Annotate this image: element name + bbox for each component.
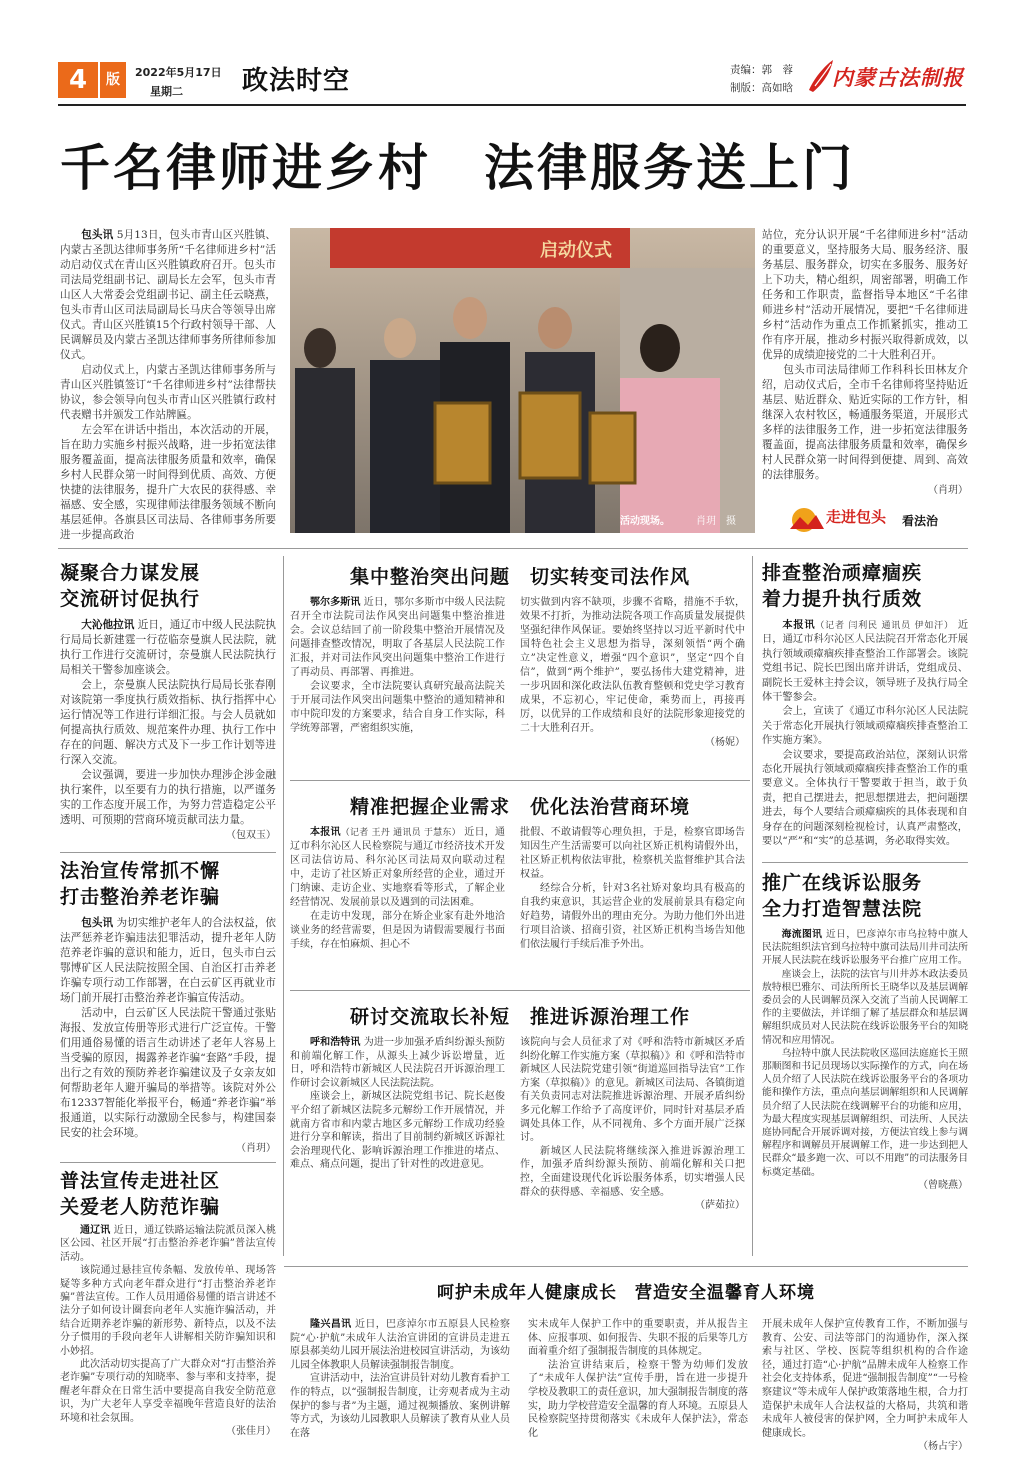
divider xyxy=(762,862,968,863)
a9-byline: 隆兴昌讯 xyxy=(310,1319,352,1330)
a4-col-2 xyxy=(520,596,745,750)
a6-paragraph-3: 该院向与会人员征求了对《呼和浩特市新城区矛盾纠纷化解工作实施方案（草拟稿）》和《呼和浩特市新城区人民法院党建引领“街道巡回指导法官”工作方案（草拟稿）》的意见。新城区司法局、各镇街道有关负责同志对法院推进诉源治理、开展矛盾纠纷多元化解工作给予了高度评价，同时针对基层矛盾调处具体工作，从不同视角、多个方面开展广泛探讨。 xyxy=(520,1037,745,1144)
a9-paragraph-5: 开展未成年人保护宣传教育工作，不断加强与教育、公安、司法等部门的沟通协作，深入探索与社区、学校、医院等组织机构的合作途径，通过打造“心·护航”品牌未成年人检察工作社会化支持体系，促进“强制报告制度”“一号检察建议”等未成年人保护政策落地生根，合力打造保护未成年人合法权益的大格局，共筑和谐未成年人被侵害的保护网，全力呵护未成年人健康成长。 xyxy=(762,1319,968,1439)
a8-title-2: 全力打造智慧法院 xyxy=(762,898,923,920)
walk-logo-subtext: 看法治 xyxy=(902,514,939,528)
a5-paragraph-4: 经综合分析，针对3名社矫对象均具有极高的自我约束意识，其运营企业的发展前景具有稳定向好趋势，请假外出的理由充分。为助力他们外出进行项目洽谈、招商引资，社区矫正机构当场告知他们依法履行手续后准予外出。 xyxy=(520,883,745,950)
a1-paragraph-1: 近日，通辽市中级人民法院执行局局长新建霆一行莅临奈曼旗人民法院，就执行工作进行交流研讨，奈曼旗人民法院执行局相关干警参加座谈会。 xyxy=(60,619,277,676)
lead-paragraph-1: 5月13日，包头市青山区兴胜镇、内蒙古圣凯达律师事务所“千名律师进乡村”活动启动仪式在青山区兴胜镇政府召开。包头市司法局党组副书记、副局长左会军，包头市青山区人大常委会党组副书记、副主任云晓燕，包头市青山区司法局副局长马庆合等领导出席仪式。青山区兴胜镇15个行政村领导干部、人民调解员及内蒙古圣凯达律师事务所律师参加仪式。 xyxy=(60,229,276,361)
a3-title-2: 关爱老人防范诈骗 xyxy=(60,1196,221,1218)
a5-col-1 xyxy=(290,826,505,952)
a1-author: （包双玉） xyxy=(226,830,276,841)
a9-col-1 xyxy=(290,1318,510,1440)
lead-author: （肖玥） xyxy=(928,485,968,496)
a2-title-2: 打击整治养老诈骗 xyxy=(60,886,221,908)
photo-credit: 肖玥 摄 xyxy=(696,516,736,527)
a5-byline-sub: （记者 王丹 通讯员 于慧东） xyxy=(340,828,461,838)
column-divider xyxy=(283,556,284,1256)
event-photo xyxy=(290,228,755,533)
a8-title-1: 推广在线诉讼服务 xyxy=(762,872,923,894)
event-photo-drawing xyxy=(290,228,755,533)
a9-col-3 xyxy=(762,1318,968,1454)
a5-byline: 本报讯 xyxy=(310,827,341,838)
a7-title-1: 排查整治顽瘴痼疾 xyxy=(762,562,923,584)
header-rule xyxy=(58,104,966,106)
a9-paragraph-1: 近日，巴彦淖尔市五原县人民检察院“心·护航”未成年人法治宣讲团的宣讲员走进五原县郝美幼儿园开展法治进校园宣讲活动，为该幼儿园全体教职人员解读强制报告制度。 xyxy=(290,1319,511,1371)
a1-paragraph-2: 会上，奈曼旗人民法院执行局局长张春刚对该院第一季度执行质效指标、执行指挥中心运行情况等工作进行详细汇报。与会人员就如何提高执行质效、规范案件办理、执行工作中存在的问题、解决方式及下一步工作计划等进行深入交流。 xyxy=(60,679,276,766)
lead-paragraph-5: 包头市司法局律师工作科科长田林友介绍，启动仪式后，全市千名律师将坚持贴近基层、贴近群众、贴近实际的工作方针，相继深入农村牧区，畅通服务渠道，开展形式多样的法律服务工作，进一步拓宽法律服务覆盖面，提高法律服务质量和效率，确保乡村人民群众第一时间得到便捷、周到、高效的法律服务。 xyxy=(762,364,968,481)
lead-byline: 包头讯 xyxy=(81,229,114,241)
a3-paragraph-2: 该院通过悬挂宣传条幅、发放传单、现场答疑等多种方式向老年群众进行“打击整治养老诈骗”普法宣传。工作人员用通俗易懂的语言讲述不法分子如何设计圈套向老年人实施诈骗活动，并结合近期养老诈骗的新形势、新特点，以及不法分子惯用的手段向老年人讲解相关防诈骗知识和小妙招。 xyxy=(60,1265,276,1357)
article-a8 xyxy=(762,870,968,1192)
a8-paragraph-2: 座谈会上，法院的法官与川井苏木政法委员敖特根巴雅尔、司法所所长王晓华以及基层调解委员会的人民调解员深入交流了当前人民调解工作的主要做法，并详细了解了基层群众和基层调解组织成员对人民法院在线诉讼服务平台的知晓情况和应用情况。 xyxy=(762,968,968,1046)
a6-title: 研讨交流取长补短 推进诉源治理工作 xyxy=(349,1006,690,1028)
divider xyxy=(60,1162,276,1163)
layout-credit: 制版：高如晗 xyxy=(730,82,793,94)
a8-author: （曾晓燕） xyxy=(918,1179,968,1191)
a7-byline: 本报讯 xyxy=(782,619,816,631)
a9-paragraph-2: 宣讲活动中，法治宣讲员针对幼儿教育看护工作的特点，以“强制报告制度，让旁观者成为主动保护的参与者”为主题，通过视频播放、案例讲解等方式，为该幼儿园教职人员解读了教育从业人员在落 xyxy=(290,1373,510,1439)
a1-paragraph-3: 会议强调，要进一步加快办理涉企涉金融执行案件，以至要有力的执行措施，以严谨务实的工作态度开展工作，为努力营造稳定公平透明、可预期的营商环境贡献司法力量。 xyxy=(60,769,276,826)
lead-paragraph-4: 站位，充分认识开展“千名律师进乡村”活动的重要意义，坚持服务大局、服务经济、服务基层、服务群众，切实在多服务、服务好上下功夫，精心组织，周密部署，明确工作任务和工作职责，监督指导本地区“千名律师进乡村”活动开展情况，要把“千名律师进乡村”活动作为重点工作抓紧抓实，推动工作有序开展，推动乡村振兴取得新成效，以优异的成绩迎接党的二十大胜利召开。 xyxy=(762,229,968,361)
lead-article-col1 xyxy=(60,228,276,543)
a4-byline: 鄂尔多斯讯 xyxy=(310,597,361,608)
photo-banner-text: 启动仪式 xyxy=(540,240,612,261)
a2-title-1: 法治宣传常抓不懈 xyxy=(60,860,221,882)
page-number: 4 xyxy=(58,62,98,98)
newspaper-name: 内蒙古法制报 xyxy=(832,65,964,90)
a7-title-2: 着力提升执行质效 xyxy=(762,588,923,610)
a1-byline: 大沁他拉讯 xyxy=(81,619,135,631)
issue-date: 2022年5月17日 xyxy=(135,66,222,79)
main-headline: 千名律师进乡村 法律服务送上门 xyxy=(60,138,855,197)
page-ban-label: 版 xyxy=(100,62,126,98)
a1-title-1: 凝聚合力谋发展 xyxy=(60,562,201,584)
a9-col-2 xyxy=(528,1318,748,1440)
divider xyxy=(60,852,276,853)
a3-title-1: 普法宣传走进社区 xyxy=(60,1170,221,1192)
article-a1 xyxy=(60,560,276,843)
a7-byline-sub: （记者 闫利民 通讯员 伊如汗） xyxy=(815,621,954,631)
a6-paragraph-1: 为进一步加强矛盾纠纷源头预防和前端化解工作，从源头上减少诉讼增量，近日，呼和浩特市新城区人民法院召开诉源治理工作研讨会议新城区人民法院法院。 xyxy=(290,1037,506,1089)
lead-article-col3 xyxy=(762,228,968,498)
divider xyxy=(290,780,750,781)
article-a3 xyxy=(60,1168,276,1439)
divider xyxy=(284,1266,968,1267)
column-divider xyxy=(752,556,753,1256)
a6-paragraph-4: 新城区人民法院将继续深入推进诉源治理工作，加强矛盾纠纷源头预防、前端化解和关口把控，全面建设现代化诉讼服务体系，切实增强人民群众的获得感、幸福感、安全感。 xyxy=(520,1145,745,1198)
a5-paragraph-1: 近日，通辽市科尔沁区人民检察院与通辽市经济技术开发区司法信访局、科尔沁区司法局双向联动过程中，走访了社区矫正对象所经营的企业，通过开门纳谏、走访企业、实地察看等形式，了解企业经营情况、发展前景以及遇到的司法困难。 xyxy=(290,827,506,908)
a8-paragraph-3: 乌拉特中旗人民法院收区巡回法庭庭长王照那顺图和书记员现场以实际操作的方式，向在场人员介绍了人民法院在线诉讼服务平台的各项功能和操作方法，重点向基层调解组织和人民调解员介绍了人民法院在线调解平台的功能和应用，为最大程度实现基层调解组织、司法所、人民法庭协同配合开展诉调对接，方便法官线上参与调解程序和调解员开展调解工作，进一步达到把人民群众“最多跑一次、可以不用跑”的司法服务目标奠定基础。 xyxy=(762,1047,968,1178)
a5-title: 精准把握企业需求 优化法治营商环境 xyxy=(349,796,690,818)
a4-paragraph-1: 近日，鄂尔多斯市中级人民法院召开全市法院司法作风突出问题集中整治推进会。会议总结回了前一阶段集中整治开展情况及问题排查整改情况，明取了各基层人民法院工作汇报，并对司法作风突出问题集中整治工作进行了再动员、再部署、再推进。 xyxy=(290,597,506,678)
a4-col-1 xyxy=(290,596,505,736)
a1-title-2: 交流研讨促执行 xyxy=(60,588,201,610)
a3-author: （张佳月） xyxy=(226,1426,276,1438)
photo-caption: 活动现场。 xyxy=(620,516,670,527)
a8-byline: 海流图讯 xyxy=(781,929,823,940)
a9-title: 呵护未成年人健康成长 营造安全温馨育人环境 xyxy=(437,1283,815,1303)
a4-author: （杨妮） xyxy=(705,737,745,748)
a6-byline: 呼和浩特讯 xyxy=(310,1037,361,1048)
a5-paragraph-3: 批假、不敢请假等心理负担，于是，检察官即场告知因生产生活需要可以向社区矫正机构请假外出，社区矫正机构依法审批，检察机关监督维护其合法权益。 xyxy=(520,827,745,880)
section-rule xyxy=(58,548,968,549)
a5-col-2 xyxy=(520,826,745,952)
a6-col-2 xyxy=(520,1036,745,1213)
a4-title: 集中整治突出问题 切实转变司法作风 xyxy=(349,566,690,588)
a9-author: （杨占宇） xyxy=(918,1441,968,1453)
a3-paragraph-1: 近日，通辽铁路运输法院派员深入桃区公园、社区开展“打击整治养老诈骗”普法宣传活动。 xyxy=(60,1225,277,1263)
a2-paragraph-1: 为切实维护老年人的合法权益，依法严惩养老诈骗违法犯罪活动，提升老年人防范养老诈骗的意识和能力，近日，包头市白云鄂博矿区人民法院按照全国、自治区打击养老诈骗专项行动工作部署，在白云矿区再就业市场门前开展打击整治养老诈骗宣传活动。 xyxy=(60,917,277,1004)
a6-author: （萨茹拉） xyxy=(695,1200,745,1212)
a7-paragraph-1: 近日，通辽市科尔沁区人民法院召开常态化开展执行领域顽瘴痼疾排查整治工作部署会。该院党组书记、院长巴图出席并讲话，党组成员、副院长王爱林主持会议，领导班子及执行局全体干警参会。 xyxy=(762,620,968,704)
lead-paragraph-2: 启动仪式上，内蒙古圣凯达律师事务所与青山区兴胜镇签订“千名律师进乡村”法律帮扶协议，参会领导向包头市青山区兴胜镇行政村代表赠书并颁发工作站牌匾。 xyxy=(60,364,276,421)
a4-paragraph-3: 切实做到内容不缺项，步骤不省略，措施不手软，效果不打折，为推动法院各项工作高质量发展提供坚强纪律作风保证。要始终坚持以习近平新时代中国特色社会主义思想为指导，深刻领悟“两个确立”决定性意义，增强“四个意识”，坚定“四个自信”，做到“两个维护”，要弘扬伟大建党精神，进一步巩固和深化政法队伍教育整顿和党史学习教育成果，不忘初心，牢记使命，乘势而上，再接再厉，以优异的工作成绩和良好的法院形象迎接党的二十大胜利召开。 xyxy=(520,597,745,734)
a8-paragraph-1: 近日，巴彦淖尔市乌拉特中旗人民法院组织法官到乌拉特中旗司法局川井司法所开展人民法院在线诉讼服务平台推广应用工作。 xyxy=(762,929,968,967)
a9-paragraph-4: 法治宣讲结束后，检察干警为幼师们发放了“未成年人保护法”宣传手册，旨在进一步提升学校及教职工的责任意识，加大强制报告制度的落实，助力学校营造安全温馨的育人环境。五原县人民检察院坚持贯彻落实《未成年人保护法》，常态化 xyxy=(528,1359,748,1439)
a2-byline: 包头讯 xyxy=(81,917,114,929)
a6-col-1 xyxy=(290,1036,505,1172)
a3-paragraph-3: 此次活动切实提高了广大群众对“打击整治养老诈骗”专项行动的知晓率、参与率和支持率，提醒老年群众在日常生活中要提高自我安全防范意识，为广大老年人享受幸福晚年营造良好的法治环境和社会氛围。 xyxy=(60,1359,276,1424)
a4-paragraph-2: 会议要求，全市法院要认真研究最高法院关于开展司法作风突出问题集中整治的通知精神和市中院印发的方案要求，结合自身工作实际，科学统筹部署，严密组织实施， xyxy=(290,681,505,734)
a7-paragraph-2: 会上，宣读了《通辽市科尔沁区人民法院关于常态化开展执行领域顽瘴痼疾排查整治工作实施方案》。 xyxy=(762,706,968,747)
a2-author: （肖玥） xyxy=(236,1143,276,1154)
issue-weekday: 星期二 xyxy=(150,85,183,98)
article-a7 xyxy=(762,560,968,850)
a3-byline: 通辽讯 xyxy=(80,1225,111,1236)
editor-credit: 责编：郭 蓉 xyxy=(730,64,793,76)
divider xyxy=(290,990,750,991)
section-title: 政法时空 xyxy=(242,66,351,96)
a6-paragraph-2: 座谈会上，新城区法院党组书记、院长赵俊平介绍了新城区法院多元解纷工作开展情况，并就南方省市和内蒙古地区多元解纷工作成功经验进行分享和解读，指出了目前制约新城区诉源社会治理现代化、影响诉源治理工作推进的堵点、难点、痛点问题，提出了针对性的改进意见。 xyxy=(290,1091,505,1171)
a5-paragraph-2: 在走访中发现，部分在矫企业家有赴外地洽谈业务的经营需要，但是因为请假需要履行书面手续，存在怕麻烦、担心不 xyxy=(290,911,505,950)
a9-paragraph-3: 实未成年人保护工作中的重要职责，并从报告主体、应报事项、如何报告、失职不报的后果等几方面着重介绍了强制报告制度的具体规定。 xyxy=(528,1319,748,1358)
a7-paragraph-3: 会议要求，要提高政治站位，深刻认识常态化开展执行领域顽瘴痼疾排查整治工作的重要意义。全体执行干警要敢于担当，敢于负责，把自己摆进去，把思想摆进去，把问题摆进去，每个人要结合顽瘴痼疾的具体表现和自身存在的问题深刻检视检讨，认真严肃整改，要以“严”和“实”的总基调，务必取得实效。 xyxy=(762,749,968,848)
walk-logo-text: 走进包头 xyxy=(826,508,887,526)
article-a2 xyxy=(60,858,276,1156)
a2-paragraph-2: 活动中，白云矿区人民法院干警通过张贴海报、发放宣传册等形式进行广泛宣传。干警们用通俗易懂的语言生动讲述了老年人容易上当受骗的原因，揭露养老诈骗“套路”手段，提出行之有效的预防养老诈骗建议及子女亲友如何帮助老年人避开骗局的举措等。该院对外公布12337智能化举报平台，畅通“养老诈骗”举报通道，以实际行动激励全民参与，构建国泰民安的社会环境。 xyxy=(60,1007,276,1139)
lead-paragraph-3: 左会军在讲话中指出，本次活动的开展，旨在助力实施乡村振兴战略，进一步拓宽法律服务覆盖面，提高法律服务质量和效率，确保乡村人民群众第一时间得到优质、高效、方便快捷的法律服务，提升广大农民的获得感、幸福感、安全感，实现律师法律服务领域不断向基层延伸。各旗县区司法局、各律师事务所要进一步提高政治 xyxy=(60,424,276,541)
